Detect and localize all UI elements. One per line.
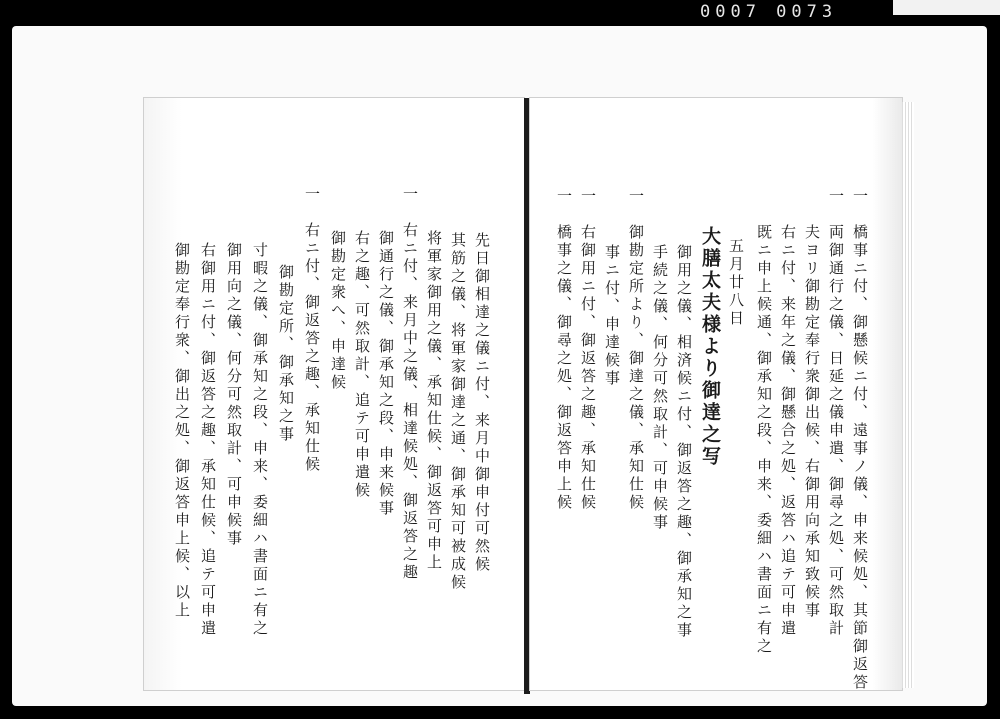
left-col-1: 先日御相達之儀ニ付、来月中御申付可然候 bbox=[473, 196, 491, 574]
right-col-11: 事ニ付、申達候事 bbox=[603, 208, 621, 388]
right-col-4: 右ニ付、来年之儀、御懸合之処、返答ハ追テ可申遣 bbox=[779, 188, 797, 638]
right-col-3: 夫ヨリ御勘定奉行衆御出候、右御用向承知致候事 bbox=[803, 188, 821, 620]
right-date: 五月廿八日 bbox=[727, 238, 745, 328]
right-col-2: 一 両御通行之儀、日延之儀申遣、御尋之処、可然取計 bbox=[827, 188, 845, 638]
right-col-10: 一 御勘定所より、御達之儀、承知仕候 bbox=[627, 188, 645, 512]
right-heading: 大膳太夫様より御達之写 bbox=[699, 226, 721, 468]
left-col-13: 御勘定奉行衆、御出之処、御返答申上候、以上 bbox=[173, 206, 191, 620]
right-page bbox=[530, 98, 902, 690]
open-book bbox=[144, 98, 914, 698]
right-col-5: 既ニ申上候通、御承知之段、申来、委細ハ書面ニ有之 bbox=[755, 188, 773, 656]
left-col-2: 其筋之儀、将軍家御達之通、御承知可被成候 bbox=[449, 196, 467, 592]
left-col-12: 右御用ニ付、御返答之趣、承知仕候、追テ可申遣 bbox=[199, 206, 217, 638]
left-col-3: 将軍家御用之儀、承知仕候、御返答可申上 bbox=[425, 194, 443, 572]
right-col-12: 一 右御用ニ付、御返答之趣、承知仕候 bbox=[579, 188, 597, 512]
right-col-1: 一 橋事ニ付、御懸候ニ付、遠事ノ儀、申来候処、其節御返答 bbox=[851, 188, 869, 692]
film-corner-tab bbox=[893, 0, 1000, 15]
left-col-4: 一 右ニ付、来月中之儀、相達候処、御返答之趣 bbox=[401, 186, 419, 582]
right-col-13: 一 橋事之儀、御尋之処、御返答申上候 bbox=[555, 188, 573, 512]
left-col-8: 一 右ニ付、御返答之趣、承知仕候 bbox=[303, 186, 321, 474]
film-frame bbox=[12, 26, 987, 706]
left-page bbox=[144, 98, 524, 690]
left-col-11: 御用向之儀、何分可然取計、可申候事 bbox=[225, 206, 243, 548]
left-col-9: 御勘定所、御承知之事 bbox=[277, 228, 295, 444]
page-edges bbox=[902, 102, 914, 688]
left-col-5: 御通行之儀、御承知之段、申来候事 bbox=[377, 194, 395, 518]
left-col-6: 右之趣、可然取計、追テ可申遣候 bbox=[353, 194, 371, 500]
film-frame-number: 0007 0073 bbox=[700, 2, 838, 22]
right-col-8: 御用之儀、相済候ニ付、御返答之趣、御承知之事 bbox=[675, 208, 693, 640]
left-col-7: 御勘定衆へ、申達候 bbox=[329, 194, 347, 392]
left-col-10: 寸暇之儀、御承知之段、申来、委細ハ書面ニ有之 bbox=[251, 206, 269, 638]
right-col-9: 手続之儀、何分可然取計、可申候事 bbox=[651, 208, 669, 532]
